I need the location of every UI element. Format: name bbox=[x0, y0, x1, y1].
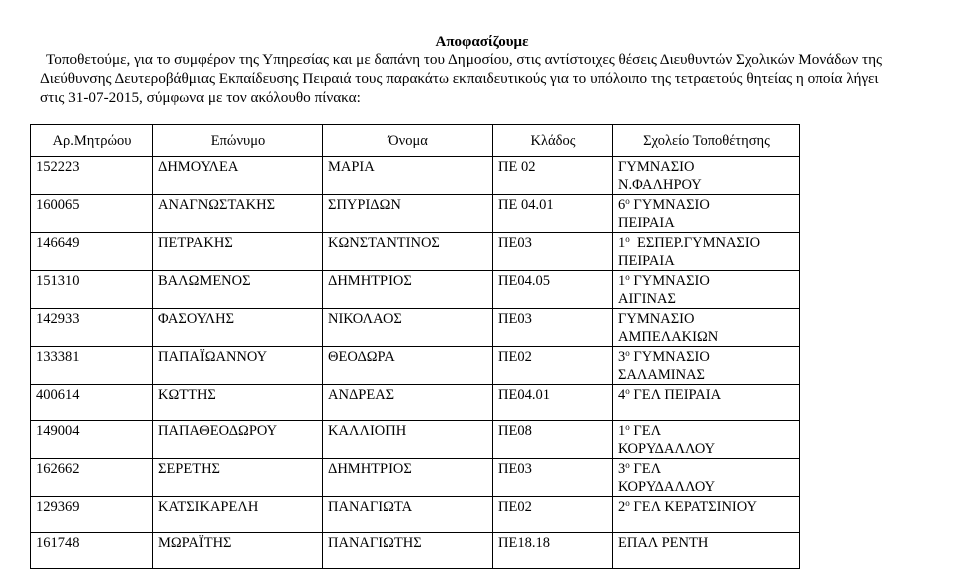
school-line: ΚΟΡΥΔΑΛΛΟΥ bbox=[618, 441, 716, 457]
school-line: ΠΕΙΡΑΙΑ bbox=[618, 253, 675, 269]
ordinal-suffix: ο bbox=[625, 498, 630, 508]
school-name: ΓΕΛ ΚΕΡΑΤΣΙΝΙΟΥ bbox=[629, 499, 757, 515]
table-header-row bbox=[31, 125, 800, 157]
cell-school bbox=[613, 271, 800, 309]
cell-registry-number: 162662 bbox=[31, 459, 153, 497]
header-first-name: Όνομα bbox=[323, 125, 493, 157]
cell-registry-number: 151310 bbox=[31, 271, 153, 309]
cell-surname: ΠΕΤΡΑΚΗΣ bbox=[153, 233, 323, 271]
school-line bbox=[618, 498, 795, 516]
cell-specialty: ΠΕ03 bbox=[493, 459, 613, 497]
school-line bbox=[618, 422, 795, 440]
cell-surname: ΑΝΑΓΝΩΣΤΑΚΗΣ bbox=[153, 195, 323, 233]
cell-first-name: ΠΑΝΑΓΙΩΤΗΣ bbox=[323, 533, 493, 569]
appointments-table bbox=[30, 124, 800, 569]
school-name: ΓΥΜΝΑΣΙΟ bbox=[618, 159, 695, 175]
cell-first-name: ΘΕΟΔΩΡΑ bbox=[323, 347, 493, 385]
cell-registry-number: 133381 bbox=[31, 347, 153, 385]
cell-specialty: ΠΕ04.05 bbox=[493, 271, 613, 309]
cell-first-name: ΝΙΚΟΛΑΟΣ bbox=[323, 309, 493, 347]
school-line bbox=[618, 386, 795, 404]
table-row bbox=[31, 459, 800, 497]
cell-school bbox=[613, 157, 800, 195]
school-name: ΓΥΜΝΑΣΙΟ bbox=[629, 273, 710, 289]
cell-surname: ΚΑΤΣΙΚΑΡΕΛΗ bbox=[153, 497, 323, 533]
table-row bbox=[31, 385, 800, 421]
cell-school bbox=[613, 195, 800, 233]
cell-specialty: ΠΕ 04.01 bbox=[493, 195, 613, 233]
school-ordinal: 3 bbox=[618, 461, 626, 477]
cell-surname: ΒΑΛΩΜΕΝΟΣ bbox=[153, 271, 323, 309]
intro-paragraph bbox=[40, 50, 952, 107]
school-line bbox=[618, 234, 795, 252]
school-name: ΕΠΑΛ ΡΕΝΤΗ bbox=[618, 535, 709, 551]
ordinal-suffix: ο bbox=[625, 386, 630, 396]
ordinal-suffix: ο bbox=[625, 196, 630, 206]
school-ordinal: 3 bbox=[618, 349, 626, 365]
cell-surname: ΜΩΡΑΪΤΗΣ bbox=[153, 533, 323, 569]
school-line: ΣΑΛΑΜΙΝΑΣ bbox=[618, 367, 705, 383]
cell-specialty: ΠΕ 02 bbox=[493, 157, 613, 195]
school-line bbox=[618, 158, 795, 176]
school-ordinal: 6 bbox=[618, 197, 626, 213]
ordinal-suffix: ο bbox=[625, 422, 630, 432]
cell-surname: ΔΗΜΟΥΛΕΑ bbox=[153, 157, 323, 195]
cell-school bbox=[613, 533, 800, 569]
cell-registry-number: 142933 bbox=[31, 309, 153, 347]
table-row bbox=[31, 497, 800, 533]
school-name: ΓΕΛ bbox=[629, 423, 662, 439]
cell-school bbox=[613, 233, 800, 271]
cell-registry-number: 149004 bbox=[31, 421, 153, 459]
ordinal-suffix: ο bbox=[625, 460, 630, 470]
school-line bbox=[618, 348, 795, 366]
table-row bbox=[31, 421, 800, 459]
cell-specialty: ΠΕ08 bbox=[493, 421, 613, 459]
school-line bbox=[618, 272, 795, 290]
cell-specialty: ΠΕ03 bbox=[493, 309, 613, 347]
cell-registry-number: 160065 bbox=[31, 195, 153, 233]
table-body bbox=[31, 157, 800, 569]
school-line: ΚΟΡΥΔΑΛΛΟΥ bbox=[618, 479, 716, 495]
cell-school bbox=[613, 459, 800, 497]
school-name: ΓΕΛ ΠΕΙΡΑΙΑ bbox=[629, 387, 722, 403]
cell-first-name: ΔΗΜΗΤΡΙΟΣ bbox=[323, 459, 493, 497]
table-row bbox=[31, 195, 800, 233]
cell-registry-number: 400614 bbox=[31, 385, 153, 421]
table-row bbox=[31, 157, 800, 195]
school-line bbox=[618, 534, 795, 552]
cell-registry-number: 152223 bbox=[31, 157, 153, 195]
cell-surname: ΣΕΡΕΤΗΣ bbox=[153, 459, 323, 497]
cell-specialty: ΠΕ18.18 bbox=[493, 533, 613, 569]
cell-school bbox=[613, 347, 800, 385]
school-name: ΕΣΠΕΡ.ΓΥΜΝΑΣΙΟ bbox=[629, 235, 761, 251]
school-line bbox=[618, 460, 795, 478]
table-row bbox=[31, 233, 800, 271]
cell-registry-number: 129369 bbox=[31, 497, 153, 533]
cell-first-name: ΠΑΝΑΓΙΩΤΑ bbox=[323, 497, 493, 533]
intro-line: Διεύθυνσης Δευτεροβάθμιας Εκπαίδευσης Πειραιά τους παρακάτω εκπαιδευτικούς για το υπόλοιπο της τετραετούς θητείας η οποία λήγει bbox=[40, 70, 879, 87]
table-row bbox=[31, 347, 800, 385]
cell-school bbox=[613, 497, 800, 533]
cell-school bbox=[613, 309, 800, 347]
school-ordinal: 1 bbox=[618, 235, 626, 251]
table-row bbox=[31, 309, 800, 347]
cell-first-name: ΜΑΡΙΑ bbox=[323, 157, 493, 195]
cell-first-name: ΔΗΜΗΤΡΙΟΣ bbox=[323, 271, 493, 309]
cell-first-name: ΚΩΝΣΤΑΝΤΙΝΟΣ bbox=[323, 233, 493, 271]
cell-school bbox=[613, 421, 800, 459]
school-line: ΑΙΓΙΝΑΣ bbox=[618, 291, 676, 307]
cell-specialty: ΠΕ02 bbox=[493, 347, 613, 385]
school-name: ΓΥΜΝΑΣΙΟ bbox=[629, 349, 710, 365]
header-surname: Επώνυμο bbox=[153, 125, 323, 157]
school-ordinal: 1 bbox=[618, 423, 626, 439]
table-row bbox=[31, 533, 800, 569]
school-line bbox=[618, 310, 795, 328]
cell-first-name: ΣΠΥΡΙΔΩΝ bbox=[323, 195, 493, 233]
intro-line: Τοποθετούμε, για το συμφέρον της Υπηρεσίας και με δαπάνη του Δημοσίου, στις αντίστοιχες θέσεις Διευθυντών Σχολικών Μονάδων της bbox=[46, 51, 883, 68]
cell-school bbox=[613, 385, 800, 421]
cell-specialty: ΠΕ03 bbox=[493, 233, 613, 271]
school-ordinal: 4 bbox=[618, 387, 626, 403]
cell-surname: ΚΩΤΤΗΣ bbox=[153, 385, 323, 421]
header-school: Σχολείο Τοποθέτησης bbox=[613, 125, 800, 157]
intro-line: στις 31-07-2015, σύμφωνα με τον ακόλουθο πίνακα: bbox=[40, 89, 361, 106]
cell-specialty: ΠΕ02 bbox=[493, 497, 613, 533]
ordinal-suffix: ο bbox=[625, 272, 630, 282]
cell-surname: ΠΑΠΑΘΕΟΔΩΡΟΥ bbox=[153, 421, 323, 459]
decision-heading: Αποφασίζουμε bbox=[435, 34, 529, 50]
school-name: ΓΥΜΝΑΣΙΟ bbox=[618, 311, 695, 327]
cell-surname: ΦΑΣΟΥΛΗΣ bbox=[153, 309, 323, 347]
cell-specialty: ΠΕ04.01 bbox=[493, 385, 613, 421]
header-specialty: Κλάδος bbox=[493, 125, 613, 157]
school-ordinal: 2 bbox=[618, 499, 626, 515]
header-registry-number: Αρ.Μητρώου bbox=[31, 125, 153, 157]
cell-first-name: ΚΑΛΛΙΟΠΗ bbox=[323, 421, 493, 459]
ordinal-suffix: ο bbox=[625, 348, 630, 358]
school-name: ΓΥΜΝΑΣΙΟ bbox=[629, 197, 710, 213]
ordinal-suffix: ο bbox=[625, 234, 630, 244]
cell-surname: ΠΑΠΑΪΩΑΝΝΟΥ bbox=[153, 347, 323, 385]
cell-registry-number: 161748 bbox=[31, 533, 153, 569]
school-line: Ν.ΦΑΛΗΡΟΥ bbox=[618, 177, 702, 193]
school-line bbox=[618, 196, 795, 214]
table-row bbox=[31, 271, 800, 309]
school-line: ΠΕΙΡΑΙΑ bbox=[618, 215, 675, 231]
cell-registry-number: 146649 bbox=[31, 233, 153, 271]
school-ordinal: 1 bbox=[618, 273, 626, 289]
cell-first-name: ΑΝΔΡΕΑΣ bbox=[323, 385, 493, 421]
school-name: ΓΕΛ bbox=[629, 461, 662, 477]
school-line: ΑΜΠΕΛΑΚΙΩΝ bbox=[618, 329, 719, 345]
